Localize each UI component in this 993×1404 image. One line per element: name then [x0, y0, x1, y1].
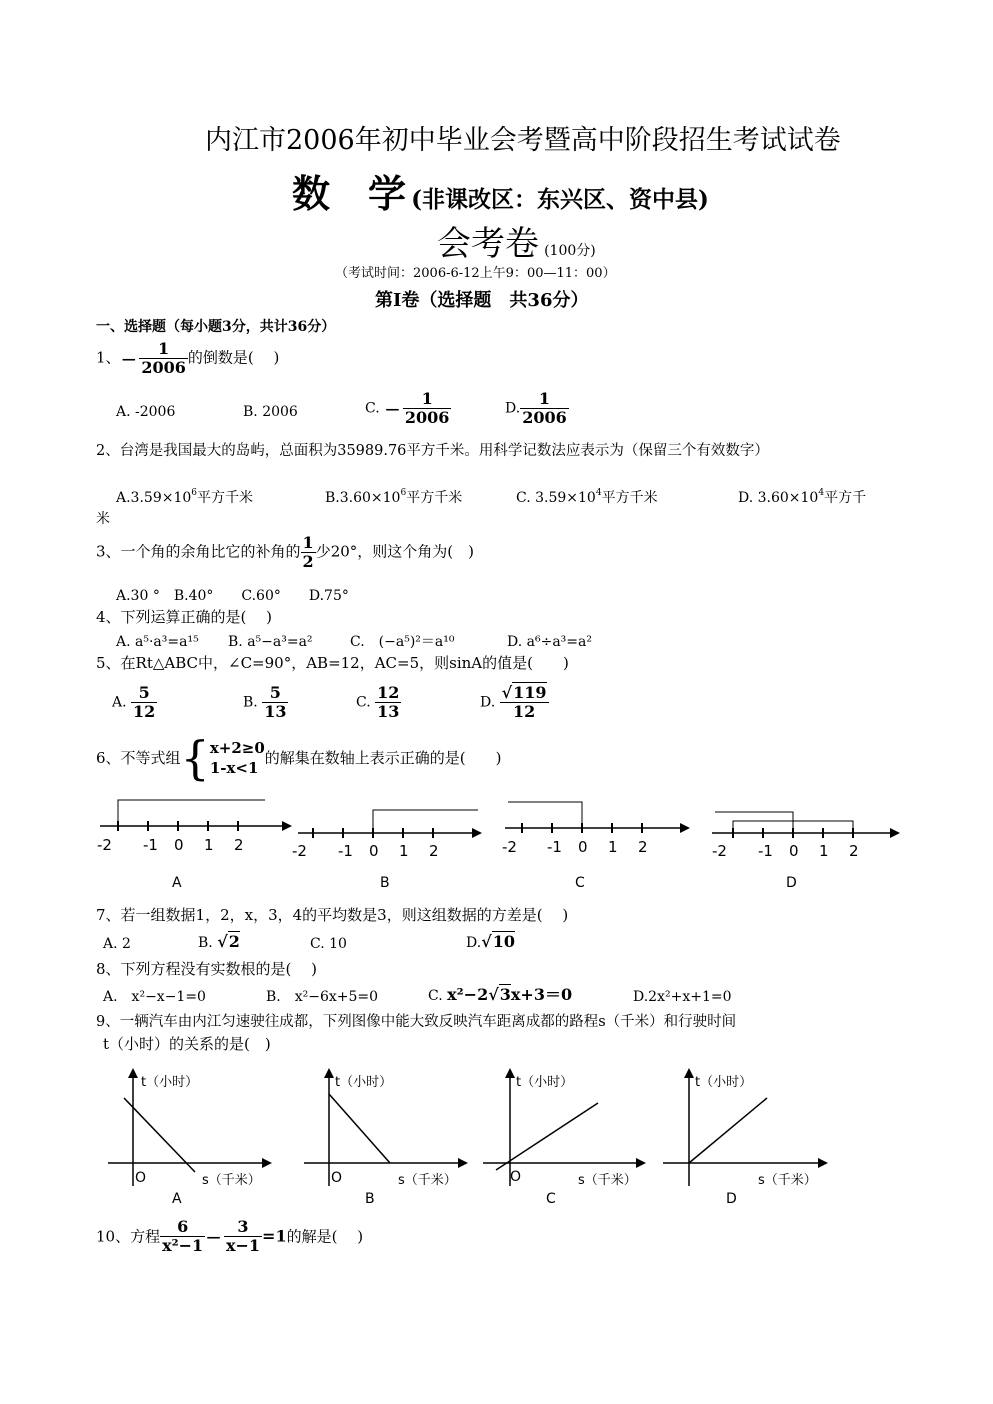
tick-b-2: 2 — [429, 842, 439, 860]
q6-inequality-2: 1-x<1 — [209, 759, 259, 777]
q2-a-base: A.3.59×10 — [116, 490, 192, 506]
q5-b-label: B. — [243, 694, 258, 711]
q5-a-num: 5 — [138, 683, 150, 702]
tick-a-2: 2 — [234, 836, 244, 854]
q2-c-base: C. 3.59×10 — [516, 490, 596, 506]
q2-d-unit: 平方千 — [824, 490, 867, 506]
graph-c-xlabel: s（千米） — [578, 1173, 637, 1188]
q10-text-after: 的解是( ) — [286, 1227, 364, 1246]
q1-option-d — [505, 390, 569, 427]
question-4: 4、下列运算正确的是( ) — [96, 608, 273, 626]
tick-d-1: 1 — [819, 842, 829, 860]
total-score: (100分) — [544, 243, 596, 259]
q2-a-unit: 平方千米 — [197, 490, 254, 506]
graph-c — [483, 1068, 646, 1207]
graph-d-ylabel: t（小时） — [695, 1075, 753, 1090]
q8-option-b: B. x²−6x+5=0 — [266, 989, 379, 1005]
q4-option-b: B. a⁵−a³=a² — [228, 634, 313, 650]
q5-b-fraction — [262, 684, 288, 721]
q5-a-den: 12 — [133, 702, 156, 721]
graph-a-origin: O — [135, 1170, 147, 1186]
q10-text-before: 10、方程 — [96, 1227, 161, 1246]
tick-b-neg2: -2 — [292, 842, 307, 860]
graph-c-ylabel: t（小时） — [516, 1075, 574, 1090]
q7-b-radicand: 2 — [228, 932, 240, 951]
q5-b-num: 5 — [269, 683, 281, 702]
q10-f1-num: 6 — [177, 1217, 189, 1236]
q3-den: 2 — [302, 552, 314, 571]
graph-a-label: A — [172, 1191, 182, 1207]
graph-c-label: C — [546, 1191, 556, 1207]
q1-c-den: 2006 — [404, 408, 450, 427]
q7-option-a: A. 2 — [103, 936, 131, 952]
number-line-b — [292, 810, 482, 891]
q6-text-after: 的解集在数轴上表示正确的是( ) — [264, 749, 502, 767]
q8-c-label: C. — [428, 988, 443, 1004]
graph-b-xlabel: s（千米） — [398, 1173, 457, 1188]
q1-fraction — [139, 340, 188, 377]
graph-d-label: D — [726, 1191, 737, 1207]
graph-a — [108, 1068, 272, 1207]
graph-b-ylabel: t（小时） — [335, 1075, 393, 1090]
question-9-line-1: 9、一辆汽车由内江匀速驶往成都，下列图像中能大致反映汽车距离成都的路程s（千米）和行驶时间 — [96, 1014, 737, 1030]
label-b: B — [380, 875, 390, 891]
q5-d-num: √119 — [501, 683, 547, 702]
q1-d-den: 2006 — [522, 408, 567, 427]
question-2: 2、台湾是我国最大的岛屿，总面积为35989.76平方千米。用科学记数法应表示为（保留三个有效数字） — [96, 443, 769, 459]
number-line-c — [502, 802, 690, 891]
exam-title: 内江市2006年初中毕业会考暨高中阶段招生考试试卷 — [205, 125, 841, 156]
paper-name: 会考卷 — [437, 224, 539, 264]
tick-b-0: 0 — [369, 842, 379, 860]
graph-b — [304, 1068, 468, 1207]
q7-option-c: C. 10 — [310, 936, 347, 952]
q7-d-radicand: 10 — [492, 932, 515, 951]
q2-a-exp: 6 — [191, 488, 198, 498]
tick-d-neg2: -2 — [712, 842, 727, 860]
subject-name: 数 学 — [292, 171, 407, 216]
graph-b-origin: O — [331, 1170, 343, 1186]
q10-f2-num: 3 — [237, 1217, 249, 1236]
q5-a-fraction — [131, 684, 157, 721]
q1-number: 1、 — [96, 348, 121, 367]
tick-d-neg1: -1 — [758, 842, 773, 860]
q1-option-a: A. -2006 — [116, 404, 176, 420]
q3-fraction — [301, 534, 316, 571]
q8-c-after: x+3＝0 — [510, 985, 573, 1004]
q2-d-exp: 4 — [818, 488, 825, 498]
q3-text-before: 3、一个角的余角比它的补角的 — [96, 542, 301, 561]
part-one-heading: 一、选择题（每小题3分，共计36分） — [96, 319, 336, 335]
tick-d-0: 0 — [789, 842, 799, 860]
tick-c-2: 2 — [638, 838, 648, 856]
graph-a-xlabel: s（千米） — [202, 1173, 261, 1188]
q2-d-base: D. 3.60×10 — [738, 490, 819, 506]
label-a: A — [172, 875, 182, 891]
q2-b-base: B.3.60×10 — [325, 490, 401, 506]
tick-c-neg2: -2 — [502, 838, 517, 856]
q6-text-before: 6、不等式组 — [96, 749, 181, 767]
q10-f1-den: x²−1 — [162, 1236, 204, 1255]
q5-option-a — [112, 684, 157, 721]
q7-option-d: D.√10 — [466, 932, 515, 951]
q2-c-unit: 平方千米 — [601, 490, 658, 506]
system-brace: { — [180, 731, 210, 785]
q1-d-num: 1 — [538, 389, 551, 408]
q2-option-d — [738, 489, 866, 507]
q2-c-exp: 4 — [595, 488, 602, 498]
q4-option-a: A. a⁵·a³=a¹⁵ — [116, 634, 199, 650]
tick-a-neg2: -2 — [97, 836, 112, 854]
q5-option-b — [243, 684, 288, 721]
q3-num: 1 — [302, 533, 314, 552]
exam-time: （考试时间：2006-6-12上午9：00—11：00） — [335, 266, 616, 281]
q4-option-c: C. (−a⁵)²＝a¹⁰ — [350, 634, 455, 650]
q4-option-d: D. a⁶÷a³=a² — [507, 634, 592, 650]
q8-c-before: x²−2 — [447, 985, 489, 1004]
question-10 — [96, 1218, 363, 1255]
q10-minus: − — [205, 1224, 222, 1249]
q1-option-c — [365, 390, 451, 427]
question-3 — [96, 534, 474, 571]
q2-option-c — [516, 489, 658, 507]
tick-c-neg1: -1 — [547, 838, 562, 856]
q1-denominator: 2006 — [141, 358, 186, 377]
q2-b-exp: 6 — [400, 488, 407, 498]
q6-inequality-1: x+2≥0 — [209, 739, 265, 757]
q5-d-label: D. — [480, 694, 496, 711]
subject-heading — [292, 163, 709, 218]
q8-option-c: C. x²−2√3x+3＝0 — [428, 985, 573, 1004]
tick-d-2: 2 — [849, 842, 859, 860]
section-title: 第Ⅰ卷（选择题 共36分） — [375, 290, 589, 311]
region-note: (非课改区：东兴区、资中县) — [411, 186, 709, 213]
question-9-line-2: t（小时）的关系的是( ) — [103, 1035, 271, 1053]
question-7: 7、若一组数据1，2，x，3，4的平均数是3，则这组数据的方差是( ) — [96, 906, 569, 924]
q1-d-label: D. — [505, 400, 521, 417]
graph-b-label: B — [365, 1191, 375, 1207]
question-1 — [96, 340, 279, 377]
tick-b-1: 1 — [399, 842, 409, 860]
q5-a-label: A. — [112, 694, 127, 711]
q6-number-lines — [0, 790, 993, 900]
q1-text: 的倒数是( ) — [187, 348, 280, 367]
tick-a-1: 1 — [204, 836, 214, 854]
tick-c-0: 0 — [578, 838, 588, 856]
q2-b-unit: 平方千米 — [406, 490, 463, 506]
q10-fraction-1 — [160, 1218, 205, 1255]
q5-b-den: 13 — [264, 702, 287, 721]
q2-wrap-text: 米 — [96, 511, 110, 527]
q8-option-d: D.2x²+x+1=0 — [633, 989, 732, 1005]
q8-c-radicand: 3 — [499, 985, 511, 1004]
q2-option-b — [325, 489, 462, 507]
q5-d-radicand: 119 — [513, 683, 547, 702]
tick-c-1: 1 — [608, 838, 618, 856]
label-c: C — [575, 875, 585, 891]
q1-c-fraction — [403, 390, 452, 427]
graph-c-origin: O — [510, 1169, 522, 1185]
question-5: 5、在Rt△ABC中，∠C=90°，AB=12，AC=5，则sinA的值是( ) — [96, 654, 569, 672]
q8-option-a: A. x²−x−1=0 — [103, 989, 206, 1005]
q10-equals: =1 — [262, 1226, 287, 1246]
q10-fraction-2 — [224, 1218, 262, 1255]
tick-a-neg1: -1 — [143, 836, 158, 854]
question-6 — [96, 731, 502, 785]
q3-options: A.30 ° B.40° C.60° D.75° — [116, 588, 349, 604]
q1-c-label: C. — [365, 400, 380, 417]
q5-d-den: 12 — [500, 702, 549, 721]
number-line-a — [97, 800, 292, 891]
graph-a-ylabel: t（小时） — [141, 1075, 199, 1090]
q5-c-den: 13 — [377, 702, 400, 721]
q1-minus: − — [120, 346, 138, 371]
q5-c-num: 12 — [377, 683, 400, 702]
paper-heading — [437, 216, 596, 265]
q1-c-minus: − — [384, 396, 401, 421]
q7-d-label: D. — [466, 935, 482, 951]
graph-d-xlabel: s（千米） — [758, 1173, 817, 1188]
number-line-d — [712, 812, 900, 891]
question-8: 8、下列方程没有实数根的是( ) — [96, 960, 318, 978]
q7-b-label: B. — [198, 935, 213, 951]
q5-option-d — [480, 684, 549, 721]
q1-c-num: 1 — [421, 389, 433, 408]
graph-d — [663, 1068, 828, 1207]
q1-d-fraction — [520, 390, 569, 427]
q2-option-a — [116, 489, 253, 507]
inequality-system — [210, 738, 265, 778]
q5-c-label: C. — [356, 694, 371, 711]
label-d: D — [786, 875, 797, 891]
q5-c-fraction — [375, 684, 401, 721]
q9-graphs — [0, 1062, 993, 1212]
q1-option-b: B. 2006 — [243, 404, 298, 420]
q10-f2-den: x−1 — [225, 1236, 261, 1255]
tick-a-0: 0 — [174, 836, 184, 854]
q3-text-after: 少20°，则这个角为( ) — [315, 542, 474, 561]
q5-option-c — [356, 684, 401, 721]
q7-option-b: B. √2 — [198, 932, 240, 951]
q1-numerator: 1 — [158, 339, 170, 358]
tick-b-neg1: -1 — [338, 842, 353, 860]
q5-d-fraction — [500, 684, 549, 721]
